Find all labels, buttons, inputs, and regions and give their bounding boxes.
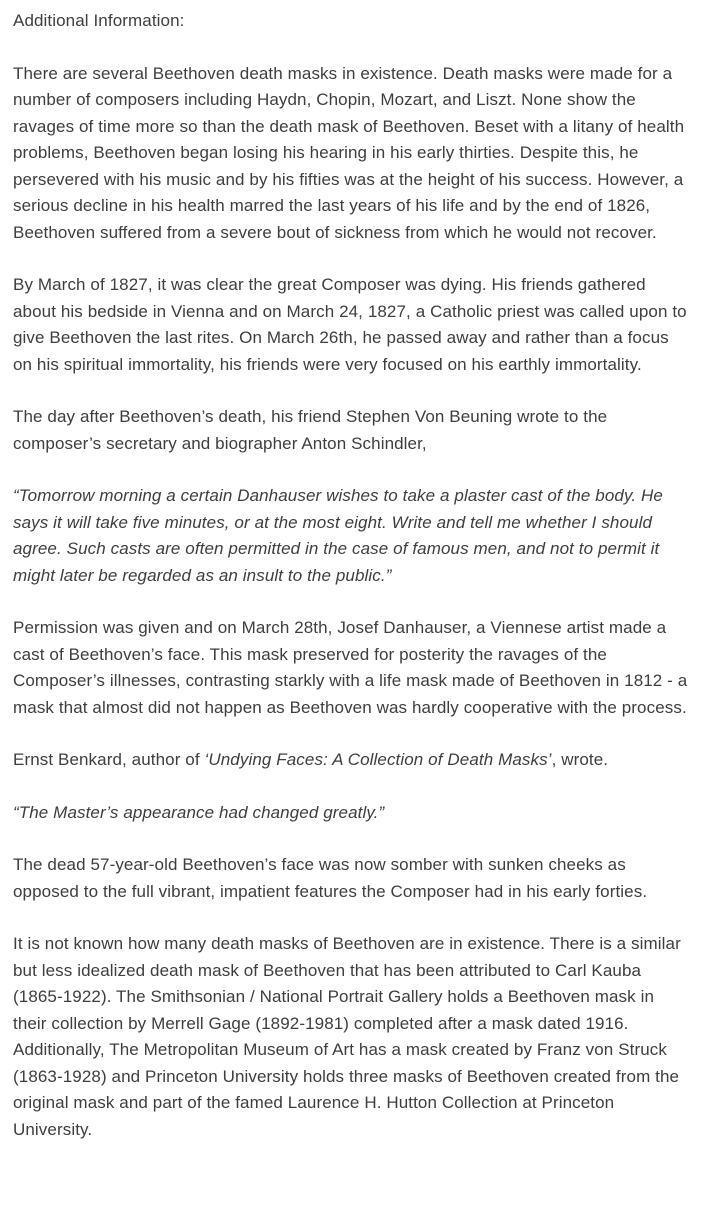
- italic-text-segment: ‘Undying Faces: A Collection of Death Masks’: [204, 750, 552, 769]
- italic-text-segment: “The Master’s appearance had changed greatly.”: [13, 802, 385, 822]
- paragraph-other-masks: [13, 931, 690, 1143]
- text-segment: Ernst Benkard, author of: [13, 750, 205, 769]
- paragraph-march-1827: [13, 272, 690, 378]
- blockquote-von-beuning-letter: [13, 483, 690, 589]
- document-body: [13, 61, 690, 1144]
- text-segment: It is not known how many death masks of Beethoven are in existence. There is a similar but less idealized death mask of Beethoven that has been attributed to Carl Kauba (1865-1922). The Smithsonian / National Portrait Gallery holds a Beethoven mask in their collection by Merrell Gage (1892-1981) completed after a mask dated 1916. Additionally, The Metropolitan Museum of Art has a mask created by Franz von Struck (1863-1928) and Princeton University holds three masks of Beethoven created from the original mask and part of the famed Laurence H. Hutton Collection at Princeton University.: [13, 934, 681, 1139]
- paragraph-von-beuning-letter-intro: [13, 404, 690, 457]
- paragraph-benkard-attribution: [13, 747, 690, 774]
- blockquote-benkard: [13, 800, 690, 827]
- italic-text-segment: “Tomorrow morning a certain Danhauser wishes to take a plaster cast of the body. He says it will take five minutes, or at the most eight. Write and tell me whether I should agree. Such casts are often permitted in the case of famous men, and not to permit it might later be regarded as an insult to the public.”: [13, 486, 663, 585]
- section-heading: Additional Information:: [13, 11, 185, 30]
- document: [13, 8, 690, 1143]
- paragraph-death-masks-overview: [13, 61, 690, 247]
- text-segment: There are several Beethoven death masks in existence. Death masks were made for a number of composers including Haydn, Chopin, Mozart, and Liszt. None show the ravages of time more so than the death mask of Beethoven. Beset with a litany of health problems, Beethoven began losing his hearing in his early thirties. Despite this, he persevered with his music and by his fifties was at the height of his success. However, a serious decline in his health marred the last years of his life and by the end of 1826, Beethoven suffered from a severe bout of sickness from which he would not recover.: [13, 63, 685, 242]
- text-segment: By March of 1827, it was clear the great Composer was dying. His friends gathered about his bedside in Vienna and on March 24, 1827, a Catholic priest was called upon to give Beethoven the last rites. On March 26th, he passed away and rather than a focus on his spiritual immortality, his friends were very focused on his earthly immortality.: [13, 275, 687, 374]
- text-segment: The day after Beethoven’s death, his friend Stephen Von Beuning wrote to the composer’s secretary and biographer Anton Schindler,: [13, 407, 608, 453]
- text-segment: The dead 57-year-old Beethoven’s face was now somber with sunken cheeks as opposed to the full vibrant, impatient features the Composer had in his early forties.: [13, 855, 648, 901]
- paragraph-danhauser-cast: [13, 615, 690, 721]
- text-segment: , wrote.: [551, 750, 609, 769]
- paragraph-somber-face: [13, 852, 690, 905]
- text-segment: Permission was given and on March 28th, Josef Danhauser, a Viennese artist made a cast of Beethoven’s face. This mask preserved for posterity the ravages of the Composer’s illnesses, contrasting starkly with a life mask made of Beethoven in 1812 - a mask that almost did not happen as Beethoven was hardly cooperative with the process.: [13, 618, 688, 717]
